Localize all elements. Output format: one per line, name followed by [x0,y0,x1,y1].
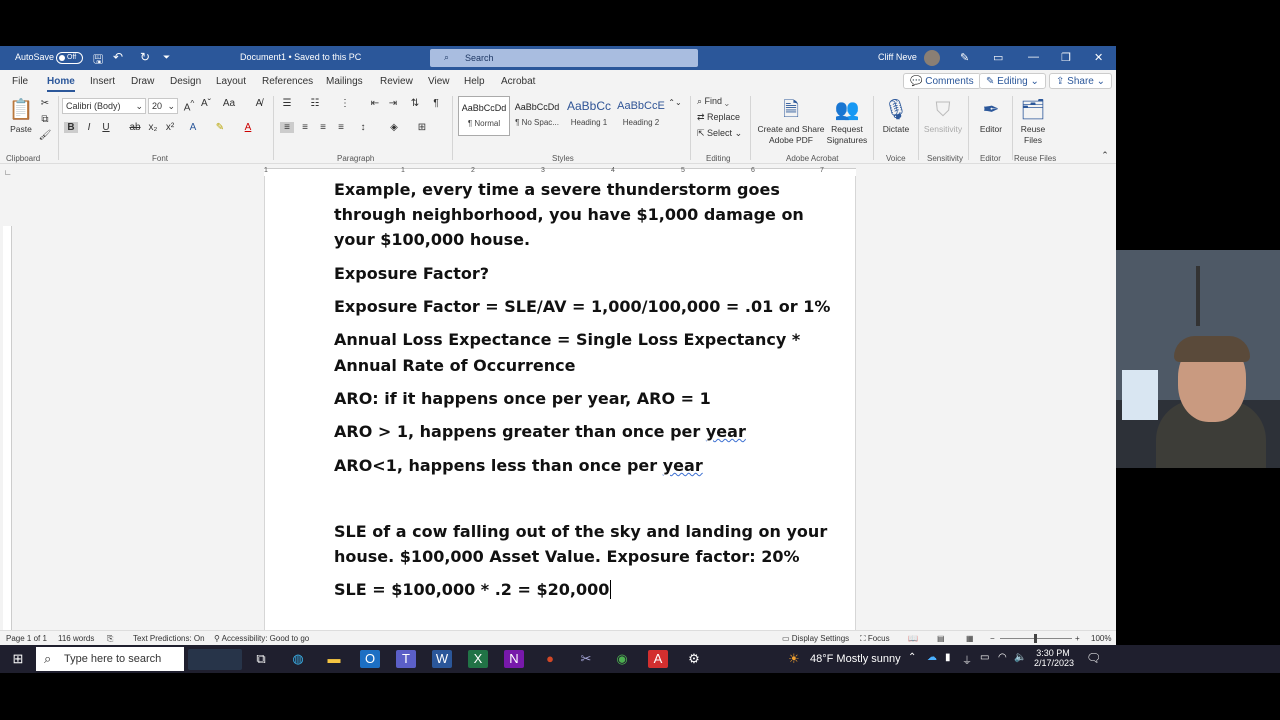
search-placeholder: Search [465,53,494,63]
group-styles: Styles [552,154,574,163]
accessibility-icon: ⚲ [214,634,222,643]
restore-icon[interactable]: ❐ [1061,52,1071,64]
italic-icon[interactable]: I [87,122,91,133]
request-signatures-button[interactable]: 👥 Request Signatures [826,96,868,146]
underline-icon[interactable]: U [102,122,110,133]
word-count[interactable]: 116 words [58,634,95,643]
teams-icon[interactable]: T [396,650,416,668]
zoom-slider-thumb[interactable] [1034,634,1037,643]
tab-layout[interactable]: Layout [216,76,247,87]
editing-mode-button[interactable]: ✎ Editing ⌄ [979,73,1046,89]
style-no-spacing[interactable]: AaBbCcDd ¶ No Spac... [514,102,560,127]
tab-references[interactable]: References [262,76,314,87]
notifications-icon[interactable]: 🗨 [1086,651,1102,665]
ribbon-tabs [0,70,1116,92]
focus-icon: ⛶ [860,634,868,643]
task-view-icon[interactable]: ⧉ [256,651,266,666]
find-button[interactable]: ⌕ Find ⌄ [697,96,729,106]
taskbar [0,645,1280,673]
wifi-icon[interactable]: ◠ [998,652,1007,663]
pdf-icon: 🗎 [782,99,800,121]
copy-icon[interactable]: ⧉ [41,114,49,125]
comment-icon: 💬 [910,76,926,87]
tab-acrobat[interactable]: Acrobat [501,76,536,87]
font-color-icon[interactable]: A [244,122,252,133]
styles-scroll-icon[interactable]: ⌃⌄ [668,98,682,107]
sensitivity-button[interactable]: ⛉ Sensitivity [922,96,964,135]
select-icon: ⇱ [697,128,708,138]
save-icon[interactable]: 🖫 [93,52,104,66]
numbering-icon[interactable]: ☷ [310,98,320,109]
cloud-icon[interactable]: ☁ [927,652,937,663]
create-share-pdf-button[interactable]: 🗎 Create and Share Adobe PDF [756,96,826,146]
microphone-icon: 🎙 [883,99,909,121]
focus-mode[interactable]: ⛶ Focus [860,634,890,643]
text-cursor [610,580,611,599]
shading-icon[interactable]: ◈ [390,122,398,133]
outlook-icon[interactable]: O [360,650,380,668]
doc-line[interactable]: your $100,000 house. [334,230,531,249]
format-painter-icon[interactable]: 🖌 [38,130,52,141]
paste-button[interactable]: 📋 Paste [6,96,36,135]
clipboard-icon: 📋 [8,99,34,121]
search-icon: ⌕ [444,52,450,62]
status-bar [0,630,1116,645]
grow-font-icon[interactable]: A^ [183,98,195,114]
change-case-icon[interactable]: Aa [222,98,236,109]
acrobat-icon[interactable]: A [648,650,668,668]
sensitivity-icon: ⛉ [935,99,951,121]
tab-view[interactable]: View [428,76,450,87]
tab-insert[interactable]: Insert [90,76,116,87]
tab-selector-icon[interactable]: ∟ [4,168,12,177]
doc-line[interactable]: house. $100,000 Asset Value. Exposure factor: 20% [334,547,800,566]
volume-icon[interactable]: 🔈 [1014,652,1027,663]
doc-line[interactable]: ARO > 1, happens greater than once per year [334,422,746,441]
doc-line[interactable]: ARO<1, happens less than once per year [334,456,703,475]
font-size-combo[interactable]: 20 ⌄ [148,98,178,114]
minimize-icon[interactable]: — [1028,51,1039,63]
doc-line[interactable]: Exposure Factor? [334,264,490,283]
print-layout-icon[interactable]: ▤ [937,634,945,643]
dictate-button[interactable]: 🎙 Dictate [878,96,914,135]
display-settings[interactable]: ▭ Display Settings [782,634,850,643]
text-predictions[interactable]: Text Predictions: On [133,634,205,643]
comments-button[interactable]: 💬 Comments [903,73,981,89]
group-editor: Editor [980,154,1001,163]
webcam-overlay [1116,250,1280,468]
snipping-tool-icon[interactable]: ✂ [580,651,592,666]
doc-line[interactable]: Annual Loss Expectance = Single Loss Expectancy * [334,330,801,349]
style-heading-1[interactable]: AaBbCc Heading 1 [566,99,612,127]
doc-line[interactable]: SLE = $100,000 * .2 = $20,000 [334,580,610,599]
find-icon: ⌕ [697,96,705,106]
doc-line[interactable]: SLE of a cow falling out of the sky and landing on your [334,522,828,541]
group-clipboard: Clipboard [6,154,41,163]
search-box[interactable] [430,49,698,67]
zoom-level[interactable]: 100% [1091,634,1112,643]
borders-icon[interactable]: ⊞ [417,122,427,133]
group-voice: Voice [886,154,906,163]
tab-review[interactable]: Review [380,76,413,87]
strikethrough-icon[interactable]: ab [129,122,141,133]
reuse-files-button[interactable]: 🗂 Reuse Files [1016,96,1050,146]
accessibility-status[interactable]: ⚲ Accessibility: Good to go [214,634,310,643]
reuse-files-icon: 🗂 [1020,99,1046,121]
tab-help[interactable]: Help [464,76,485,87]
pen-icon[interactable]: ✎ [960,52,970,64]
clock-date: 2/17/2023 [1034,658,1075,668]
ribbon-display-icon[interactable]: ▭ [993,52,1004,64]
tab-file[interactable]: File [12,76,29,87]
superscript-icon[interactable]: x² [165,122,175,133]
edge-icon[interactable]: ◍ [292,651,304,666]
zoom-out-icon[interactable]: − [990,634,995,643]
align-right-icon[interactable]: ≡ [320,122,326,133]
search-icon: ⌕ [44,651,52,666]
chrome-icon[interactable]: ◉ [616,651,628,666]
clear-formatting-icon[interactable]: A̸ [255,98,263,109]
vertical-ruler[interactable] [3,226,12,645]
text-effects-icon[interactable]: A [189,122,197,133]
share-button[interactable]: ⇪ Share ⌄ [1049,73,1112,89]
network-icon[interactable]: ▮ [945,652,951,663]
multilevel-list-icon[interactable]: ⋮ [340,98,350,109]
customize-toolbar-icon[interactable]: ⏷ [163,52,171,62]
signatures-icon: 👥 [834,99,860,121]
excel-icon[interactable]: X [468,650,488,668]
avatar[interactable] [924,50,940,66]
line-spacing-icon[interactable]: ↕ [360,122,366,133]
sort-icon[interactable]: ⇅ [410,98,420,109]
read-mode-icon[interactable]: 📖 [908,634,918,643]
align-left-icon[interactable]: ≡ [280,122,294,133]
onenote-icon[interactable]: N [504,650,524,668]
bullets-icon[interactable]: ☰ [282,98,292,109]
zoom-in-icon[interactable]: + [1075,634,1080,643]
justify-icon[interactable]: ≡ [338,122,344,133]
edit-icon: ✎ [986,76,998,87]
document-title[interactable]: Document1 • Saved to this PC [240,52,362,62]
document-page[interactable] [264,176,856,645]
group-paragraph: Paragraph [337,154,375,163]
undo-icon[interactable]: ↶ [113,50,124,64]
weather-widget-icon[interactable] [188,649,242,670]
group-font: Font [152,154,169,163]
battery-icon[interactable]: ▭ [980,652,990,663]
horizontal-ruler[interactable]: 1 1 2 3 4 5 6 7 [264,168,856,177]
doc-line[interactable]: Annual Rate of Occurrence [334,356,576,375]
redo-icon[interactable]: ↻ [140,50,151,64]
settings-icon[interactable]: ⚙ [688,651,700,666]
doc-line[interactable]: ARO: if it happens once per year, ARO = 1 [334,389,711,408]
tab-design[interactable]: Design [170,76,202,87]
cut-icon[interactable]: ✂ [40,98,50,109]
user-name[interactable]: Cliff Neve [878,52,917,62]
doc-line[interactable]: Example, every time a severe thunderstorm goes [334,180,780,199]
doc-line[interactable]: Exposure Factor = SLE/AV = 1,000/100,000 = .01 or 1% [334,297,831,316]
highlight-icon[interactable]: ✎ [215,122,225,133]
tab-mailings[interactable]: Mailings [326,76,363,87]
bold-icon[interactable]: B [64,122,78,133]
spelling-flag[interactable]: year [705,422,746,441]
share-icon: ⇪ [1056,76,1068,87]
font-name-combo[interactable]: Calibri (Body) ⌄ [62,98,146,114]
display-icon: ▭ [782,634,792,643]
weather-text[interactable]: 48°F Mostly sunny [810,653,901,665]
tab-home[interactable]: Home [47,76,75,87]
clock-time: 3:30 PM [1036,648,1070,658]
collapse-ribbon-icon[interactable]: ⌃ [1101,150,1109,160]
ribbon [0,92,1116,164]
replace-button[interactable]: ⇄ Replace [697,112,741,122]
style-heading-2[interactable]: AaBbCcE Heading 2 [617,100,665,127]
select-button[interactable]: ⇱ Select ⌄ [697,128,743,138]
web-layout-icon[interactable]: ▦ [966,634,974,643]
powerpoint-icon[interactable]: ● [546,651,554,666]
editor-button[interactable]: ✒ Editor [972,96,1010,135]
autosave-label: AutoSave [15,52,55,62]
usb-icon[interactable]: ⏚ [962,656,972,667]
show-hidden-icons[interactable]: ⌃ [908,652,917,663]
group-sensitivity: Sensitivity [927,154,964,163]
title-bar [0,46,1116,70]
page-count[interactable]: Page 1 of 1 [6,634,47,643]
proofing-icon[interactable]: ⎘ [107,634,114,643]
tab-draw[interactable]: Draw [131,76,155,87]
word-window [0,46,1116,645]
decrease-indent-icon[interactable]: ⇤ [370,98,380,109]
clock[interactable] [1034,648,1075,668]
group-adobe: Adobe Acrobat [786,154,839,163]
subscript-icon[interactable]: x₂ [148,122,158,133]
autosave-toggle[interactable]: Off [56,52,83,64]
doc-line[interactable]: through neighborhood, you have $1,000 damage on [334,205,804,224]
file-explorer-icon[interactable]: ▬ [327,651,341,666]
show-formatting-icon[interactable]: ¶ [433,98,439,109]
close-icon[interactable]: ✕ [1094,52,1104,64]
group-reuse: Reuse Files [1014,154,1057,163]
editor-pen-icon: ✒ [982,99,1000,121]
style-normal[interactable]: AaBbCcDd ¶ Normal [458,96,510,136]
replace-icon: ⇄ [697,112,708,122]
increase-indent-icon[interactable]: ⇥ [388,98,398,109]
align-center-icon[interactable]: ≡ [302,122,308,133]
weather-icon[interactable]: ☀ [788,651,800,666]
windows-start-icon[interactable]: ⊞ [12,651,24,666]
taskbar-search[interactable]: ⌕ Type here to search [36,647,184,671]
group-editing: Editing [706,154,731,163]
spelling-flag[interactable]: year [662,456,703,475]
word-icon[interactable]: W [432,650,452,668]
shrink-font-icon[interactable]: Aˇ [201,98,211,109]
